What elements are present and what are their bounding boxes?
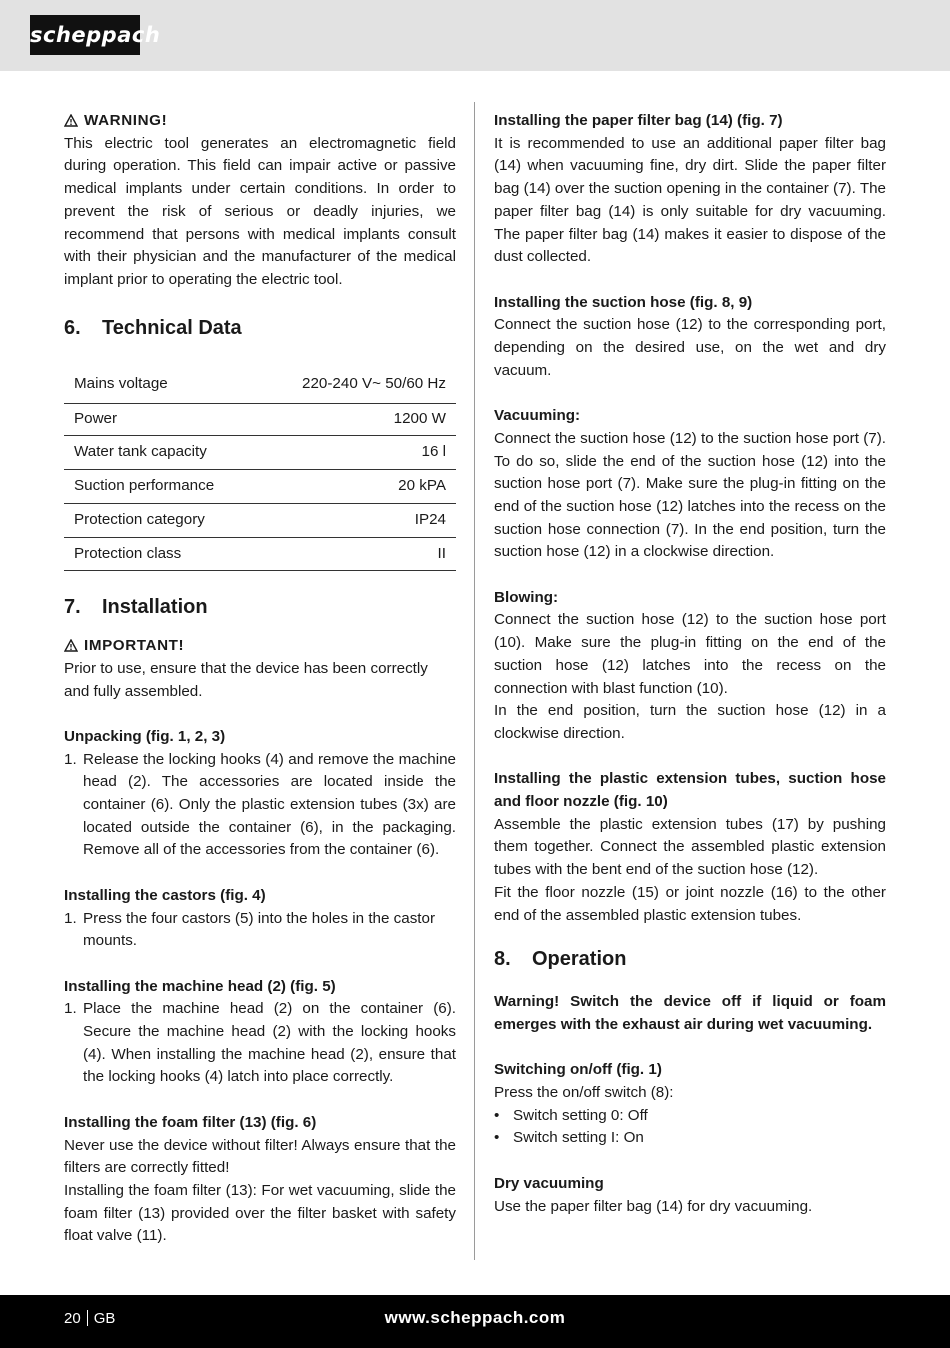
list-item-text: Press the four castors (5) into the holes in the castor mounts. [83,909,436,950]
warning-title-text: WARNING! [84,112,168,129]
list-item-text: Place the machine head (2) on the container (6). Secure the machine head (2) with the locking hooks (4). When installing the machine head (2), ensure that the locking hooks (4) latch into place correctly. [83,1000,456,1086]
bullet: • [494,1106,500,1124]
list-item [494,1105,886,1128]
column-divider [474,102,475,1260]
foam-filter-text-2: Installing the foam filter (13): For wet vacuuming, slide the foam filter (13) provided over the filter basket with safety float valve (11). [64,1181,456,1245]
table-cell-label: Water tank capacity [64,436,258,470]
operation-warning: Warning! Switch the device off if liquid or foam emerges with the exhaust air during wet vacuuming. [494,993,886,1033]
table-cell-value: 220-240 V~ 50/60 Hz [258,366,456,404]
paper-filter-text: It is recommended to use an additional paper filter bag (14) when vacuuming fine, dry dirt. Slide the paper filter bag (14) over the suction opening in the container (7). The paper filter bag (14) is only suitable for dry vacuuming. The paper filter bag (14) makes it easier to dispose of the dust collected. [494,134,886,266]
unpacking-title: Unpacking (fig. 1, 2, 3) [64,727,226,745]
table-cell-value: 1200 W [258,404,456,436]
section-heading-technical-data: 6. Technical Data [64,316,242,339]
table-row [64,470,456,504]
table-cell-label: Protection category [64,504,258,538]
page-footer [0,1295,950,1348]
vacuuming-title: Vacuuming: [494,407,581,425]
list-item [64,998,456,1089]
right-column [494,110,886,1218]
bullet: • [494,1129,500,1147]
table-row [64,366,456,404]
table-cell-label: Power [64,404,258,436]
machine-head-list [64,998,456,1089]
page-header [0,0,950,71]
table-row [64,436,456,470]
vacuuming-text: Connect the suction hose (12) to the suction hose port (7). To do so, slide the end of the suction hose (12) into the suction hose port (7). Make sure the plug-in fitting on the end of the suction hose (12) latches into the recess on the suction hose connection (7). In the end position, turn the suction hose (12) in a clockwise direction. [494,429,886,561]
table-row [64,504,456,538]
switching-text: Press the on/off switch (8): [494,1084,674,1102]
list-item-text: Switch setting 0: Off [513,1106,648,1124]
extension-tubes-title: Installing the plastic extension tubes, suction hose and floor nozzle (fig. 10) [494,770,886,811]
important-heading [64,635,456,658]
foam-filter-title: Installing the foam filter (13) (fig. 6) [64,1113,317,1131]
table-row [64,404,456,436]
suction-hose-text: Connect the suction hose (12) to the corresponding port, depending on the desired use, on the wet and dry vacuum. [494,316,886,379]
list-item-number: 1. [64,750,77,768]
page-number-text: 20 [64,1310,81,1327]
blowing-text-2: In the end position, turn the suction hose (12) in a clockwise direction. [494,702,886,742]
table-cell-label: Suction performance [64,470,258,504]
list-item [64,908,456,953]
list-item-text: Release the locking hooks (4) and remove the machine head (2). The accessories are located inside the container (6). Only the plastic extension tubes (3x) are located outside the container (6), in the packaging. Remove all of the accessories from the container (6). [83,750,456,859]
table-cell-label: Protection class [64,538,258,571]
table-cell-value: II [258,538,456,571]
blowing-text-1: Connect the suction hose (12) to the suction hose port (10). Make sure the plug-in fitting on the end of the suction hose (12) latches into the recess on the connection with blast function (10). [494,611,886,697]
website-link[interactable]: www.scheppach.com [384,1308,566,1327]
list-item [64,749,456,863]
table-cell-value: IP24 [258,504,456,538]
switching-title: Switching on/off (fig. 1) [494,1061,662,1079]
switch-settings-list [494,1105,886,1150]
machine-head-title: Installing the machine head (2) (fig. 5) [64,977,336,995]
warning-text: This electric tool generates an electromagnetic field during operation. This field can impair active or passive medical implants under certain conditions. In order to prevent the risk of serious or deadly injuries, we recommend that persons with medical implants consult with their physician and the manufacturer of the medical implant prior to operating the electric tool. [64,134,456,288]
warning-triangle-icon [64,114,78,127]
table-cell-value: 16 l [258,436,456,470]
list-item [494,1127,886,1150]
dry-vacuuming-title: Dry vacuuming [494,1174,604,1192]
suction-hose-title: Installing the suction hose (fig. 8, 9) [494,293,753,311]
warning-triangle-icon [64,639,78,652]
important-text: Prior to use, ensure that the device has been correctly and fully assembled. [64,659,428,700]
table-row [64,538,456,571]
brand-logo: scheppach [30,15,140,55]
language-code: GB [93,1310,116,1327]
extension-tubes-text-1: Assemble the plastic extension tubes (17) by pushing them together. Connect the assembled plastic extension tubes with the bent end of the suction hose (12). [494,815,886,879]
paper-filter-title: Installing the paper filter bag (14) (fig. 7) [494,112,783,129]
list-item-number: 1. [64,909,77,927]
foam-filter-text-1: Never use the device without filter! Always ensure that the filters are correctly fitted! [64,1136,456,1177]
list-item-number: 1. [64,1000,77,1018]
dry-vacuuming-text: Use the paper filter bag (14) for dry vacuuming. [494,1197,813,1215]
unpacking-list [64,749,456,863]
section-heading-installation: 7. Installation [64,596,208,619]
section-heading-operation: 8. Operation [494,948,627,971]
table-cell-value: 20 kPA [258,470,456,504]
technical-data-table [64,366,456,572]
left-column [64,110,456,1248]
table-cell-label: Mains voltage [64,366,258,404]
castors-title: Installing the castors (fig. 4) [64,886,266,904]
warning-heading [64,110,456,133]
extension-tubes-text-2: Fit the floor nozzle (15) or joint nozzle (16) to the other end of the assembled plastic extension tubes. [494,883,886,924]
list-item-text: Switch setting I: On [513,1129,644,1147]
important-title-text: IMPORTANT! [84,637,185,655]
blowing-title: Blowing: [494,588,559,606]
castors-list [64,908,456,953]
